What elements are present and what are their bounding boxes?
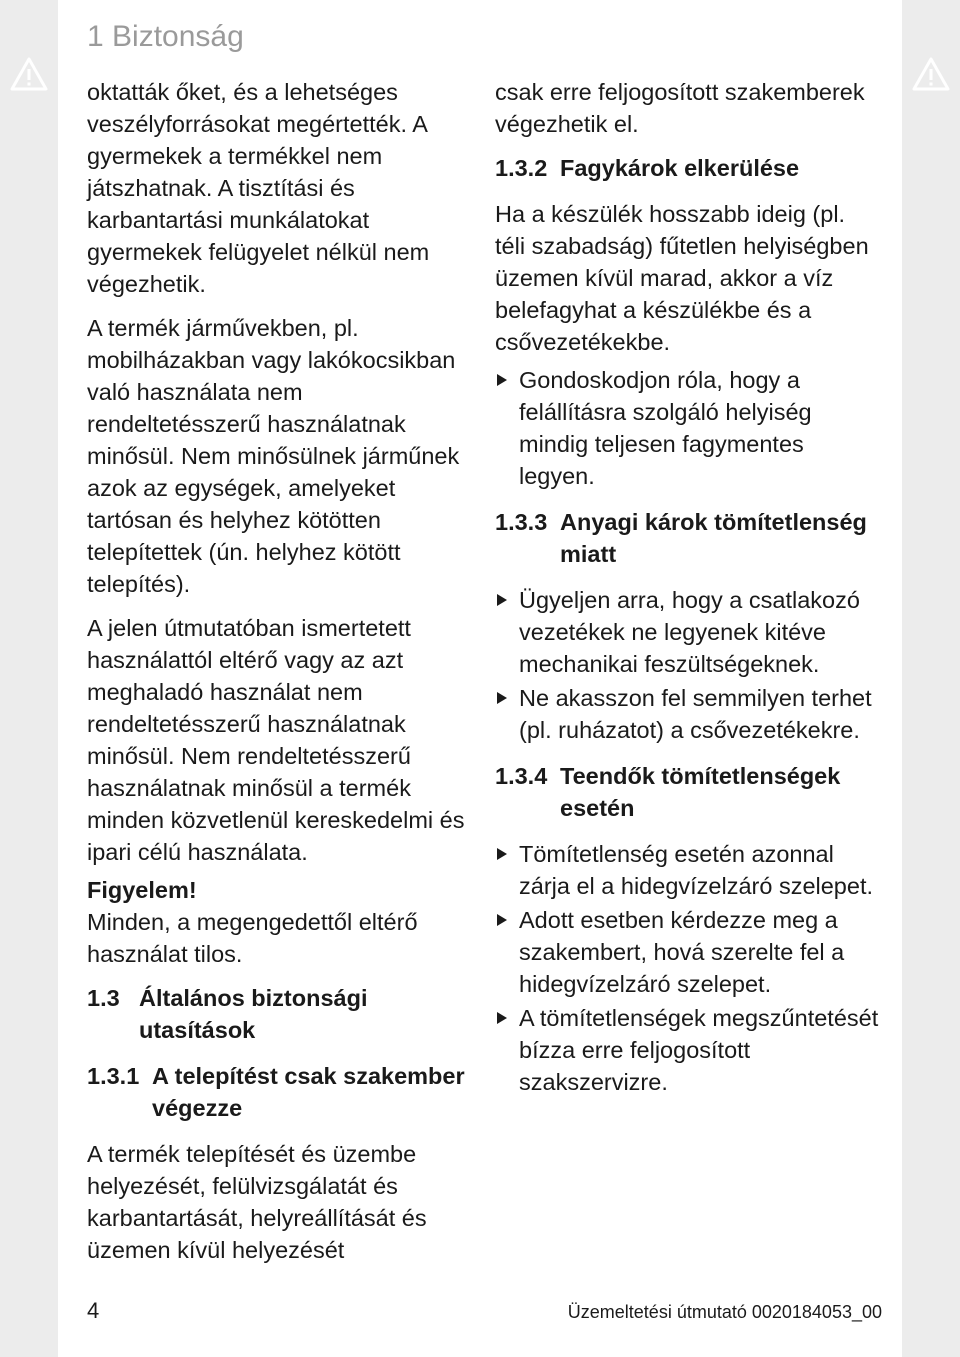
paragraph: A termék telepítését és üzembe helyezését, felülvizsgálatát és karbantartását, helyreállítását és üzemen kívül helyezését xyxy=(87,1141,427,1263)
heading-text: Anyagi károk tömítetlenség miatt xyxy=(560,509,867,567)
list-item-text: Ügyeljen arra, hogy a csatlakozó vezetékek ne legyenek kitéve mechanikai feszültségeknek. xyxy=(519,587,860,677)
list-item xyxy=(495,1002,880,1098)
paragraph: oktatták őket, és a lehetséges veszélyforrásokat megértették. A gyermekek a termékkel nem játszhatnak. A tisztítási és karbantartási munkálatokat gyermekek felügyelet nélkül nem végezhetik. xyxy=(87,79,430,297)
heading-text: Fagykárok elkerülése xyxy=(560,155,800,181)
list-item-text: A tömítetlenségek megszűntetését bízza erre feljogosított szakszervizre. xyxy=(519,1005,879,1095)
left-margin-strip xyxy=(0,0,58,1357)
right-margin-strip xyxy=(902,0,960,1357)
paragraph: A termék járművekben, pl. mobilházakban vagy lakókocsikban való használata nem rendeltetésszerű használatnak minősül. Nem minősülnek járműnek azok az egységek, amelyeket tartósan és helyhez kötötten telepítettek (ún. helyhez kötött telepítés). xyxy=(87,315,460,597)
page-section-title: 1 Biztonság xyxy=(87,20,244,53)
bullet-triangle-icon xyxy=(497,374,507,386)
bullet-list-frost xyxy=(495,364,880,492)
heading-number: 1.3.4 xyxy=(495,763,548,789)
list-item xyxy=(495,904,880,1000)
warning-triangle-icon xyxy=(9,56,49,92)
attention-label: Figyelem! xyxy=(87,877,197,903)
left-column xyxy=(87,76,477,1278)
page-number: 4 xyxy=(87,1298,100,1323)
heading-1-3-1 xyxy=(87,1060,477,1124)
list-item xyxy=(495,838,880,902)
list-item xyxy=(495,682,880,746)
document-id: Üzemeltetési útmutató 0020184053_00 xyxy=(567,1302,882,1322)
heading-1-3-4 xyxy=(495,760,880,824)
list-item-text: Adott esetben kérdezze meg a szakembert, hová szerelte fel a hidegvízelzáró szelepet. xyxy=(519,907,845,997)
paragraph: A jelen útmutatóban ismertetett használattól eltérő vagy az azt meghaladó használat nem rendeltetésszerű használatnak minősül. Nem rendeltetésszerű használatnak minősül a termék minden közvetlenül kereskedelmi és ipari célú használata. xyxy=(87,615,465,865)
attention-text: Minden, a megengedettől eltérő használat tilos. xyxy=(87,909,418,967)
bullet-triangle-icon xyxy=(497,594,507,606)
list-item-text: Gondoskodjon róla, hogy a felállításra szolgáló helyiség mindig teljesen fagymentes legyen. xyxy=(519,367,812,489)
heading-1-3-2 xyxy=(495,152,880,184)
list-item-text: Ne akasszon fel semmilyen terhet (pl. ruházatot) a csővezetékekre. xyxy=(519,685,872,743)
list-item xyxy=(495,584,880,680)
bullet-triangle-icon xyxy=(497,848,507,860)
heading-text: Általános biztonsági utasítások xyxy=(139,985,368,1043)
heading-number: 1.3.1 xyxy=(87,1063,140,1089)
heading-number: 1.3.3 xyxy=(495,509,548,535)
right-column xyxy=(495,76,880,1112)
heading-number: 1.3.2 xyxy=(495,155,548,181)
bullet-list-todo xyxy=(495,838,880,1098)
heading-text: Teendők tömítetlenségek esetén xyxy=(560,763,841,821)
bullet-triangle-icon xyxy=(497,692,507,704)
bullet-list-leak xyxy=(495,584,880,746)
warning-triangle-icon xyxy=(911,56,951,92)
bullet-triangle-icon xyxy=(497,1012,507,1024)
list-item xyxy=(495,364,880,492)
paragraph: Ha a készülék hosszabb ideig (pl. téli szabadság) fűtetlen helyiségben üzemen kívül marad, akkor a víz belefagyhat a készülékbe és a csővezetékekbe. xyxy=(495,201,869,355)
paragraph: csak erre feljogosított szakemberek végezhetik el. xyxy=(495,79,865,137)
list-item-text: Tömítetlenség esetén azonnal zárja el a hidegvízelzáró szelepet. xyxy=(519,841,874,899)
heading-1-3-3 xyxy=(495,506,880,570)
heading-number: 1.3 xyxy=(87,985,120,1011)
bullet-triangle-icon xyxy=(497,914,507,926)
heading-1-3 xyxy=(87,982,477,1046)
heading-text: A telepítést csak szakember végezze xyxy=(152,1063,465,1121)
